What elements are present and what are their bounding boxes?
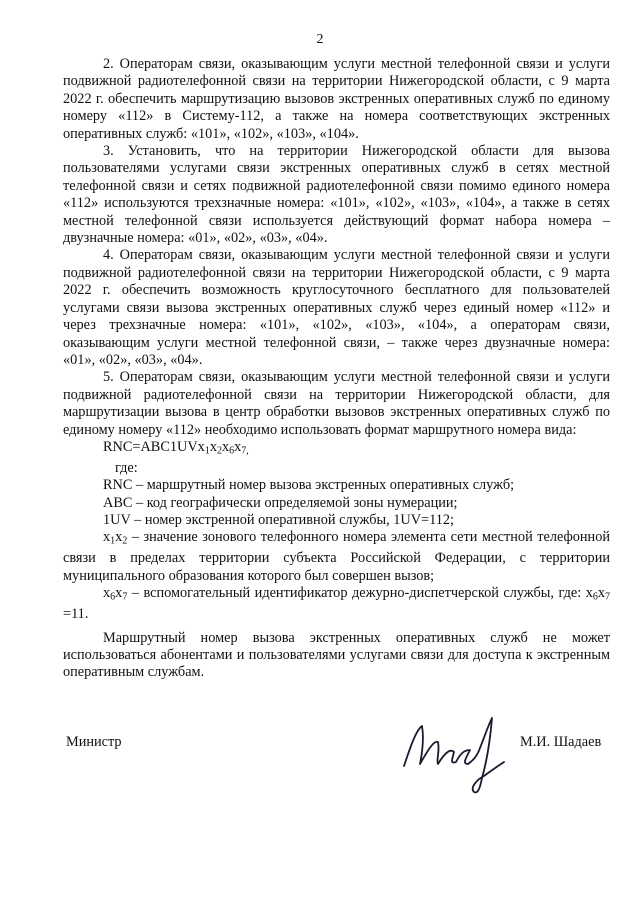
definition-rnc: RNC – маршрутный номер вызова экстренных оперативных служб;: [103, 477, 515, 494]
signatory-position: Министр: [66, 734, 122, 750]
where-label: где:: [115, 459, 138, 476]
final-paragraph: Маршрутный номер вызова экстренных оперативных служб не может использоваться абонентами и пользователями услугами связи для доступа к экстренным оперативным службам.: [63, 629, 610, 681]
signatory-name: М.И. Шадаев: [520, 734, 602, 750]
handwritten-signature: [400, 708, 510, 798]
paragraph-4: 4. Операторам связи, оказывающим услуги местной телефонной связи и услуги подвижной радиотелефонной связи на территории Нижегородской области, с 9 марта 2022 г. обеспечить возможность круглосуточного бесплатного для пользователей услугами связи вызова экстренных оперативных служб через единый номер «112» и через трехзначные номера: «101», «102», «103», «104», а операторам связи, оказывающим услуги местной телефонной связи, – также через двузначные номера: «01», «02», «03», «04».: [63, 247, 610, 368]
routing-formula: $RNC=ABC1UVx_1x_2x_6x_{7,}$: [103, 438, 249, 457]
definition-x1x2: $x_1x_2$ – значение зонового телефонного номера элемента сети местной телефонной связи в пределах территории субъекта Российской Федерации, с территории муниципального образования которого был совершен вызов;: [63, 529, 610, 584]
paragraph-2: 2. Операторам связи, оказывающим услуги местной телефонной связи и услуги подвижной радиотелефонной связи на территории Нижегородской области, с 9 марта 2022 г. обеспечить маршрутизацию вызовов экстренных оперативных служб по единому номеру «112» в Систему-112, а также на номера соответствующих экстренных оперативных служб: «101», «102», «103», «104».: [63, 56, 610, 142]
definition-abc: ABC – код географически определяемой зоны нумерации;: [103, 494, 458, 511]
paragraph-5: 5. Операторам связи, оказывающим услуги местной телефонной связи и услуги подвижной радиотелефонной связи на территории Нижегородской области, для маршрутизации вызова в центр обработки вызовов экстренных оперативных служб по единому номеру «112» необходимо использовать формат маршрутного номера вида:: [63, 369, 610, 438]
paragraph-3: 3. Установить, что на территории Нижегородской области для вызова пользователями услугами связи экстренных оперативных служб в сетях местной телефонной связи и сетях подвижной радиотелефонной связи помимо единого номера «112» используются трехзначные номера: «101», «102», «103», «104», а также в сетях местной телефонной связи используется действующий формат набора номера – двузначные номера: «01», «02», «03», «04».: [63, 143, 610, 247]
definition-1uv: 1UV – номер экстренной оперативной службы, 1UV=112;: [103, 512, 454, 529]
page-number: 2: [316, 32, 324, 47]
definition-x6x7: $x_6x_7$ – вспомогательный идентификатор дежурно-диспетчерской службы, где: $x_6x_7 =11$.: [63, 585, 610, 623]
document-body: [63, 56, 610, 682]
